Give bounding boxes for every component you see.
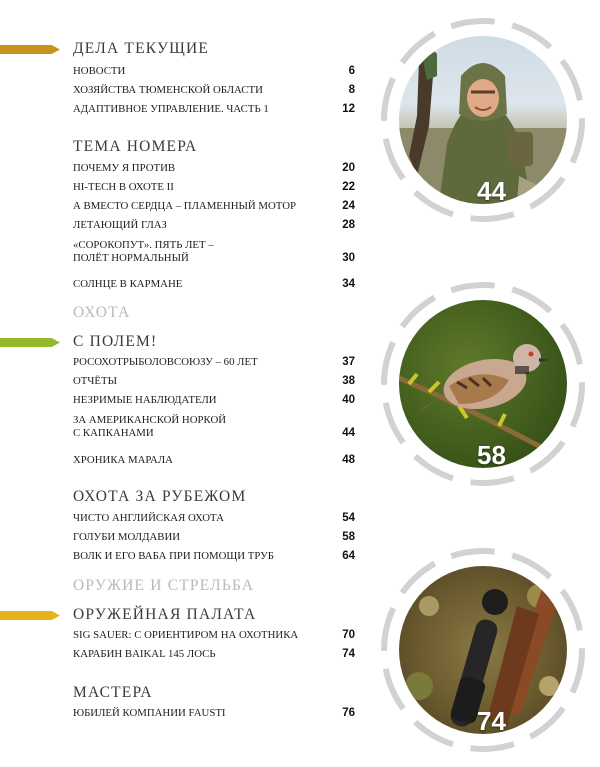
toc-entry[interactable]	[73, 200, 355, 213]
section-arrow-marker	[0, 338, 60, 347]
toc-entry[interactable]	[73, 239, 355, 265]
toc-entry-title: ЛЕТАЮЩИЙ ГЛАЗ	[73, 219, 167, 231]
toc-entry[interactable]	[73, 414, 355, 440]
toc-entry-title: ГОЛУБИ МОЛДАВИИ	[73, 531, 181, 543]
photo-dove[interactable]	[377, 278, 589, 490]
toc-entry-title: АДАПТИВНОЕ УПРАВЛЕНИЕ. ЧАСТЬ 1	[73, 103, 269, 115]
toc-entry-page: 76	[342, 707, 355, 719]
toc-entry[interactable]	[73, 65, 355, 78]
toc-entry-title: ХРОНИКА МАРАЛА	[73, 454, 173, 466]
toc-entry[interactable]	[73, 181, 355, 194]
toc-entry-title: НОВОСТИ	[73, 65, 126, 77]
toc-entry[interactable]	[73, 103, 355, 116]
photo-hunter[interactable]	[377, 14, 589, 226]
toc-entry-page: 28	[342, 219, 355, 231]
toc-entry-title: ПОЧЕМУ Я ПРОТИВ	[73, 162, 176, 174]
toc-entry[interactable]	[73, 550, 355, 563]
toc-entry[interactable]	[73, 629, 355, 642]
toc-entry[interactable]	[73, 84, 355, 97]
section-title: ОХОТА ЗА РУБЕЖОМ	[73, 488, 247, 505]
toc-entry-title: ЧИСТО АНГЛИЙСКАЯ ОХОТА	[73, 512, 224, 524]
toc-entry-page: 22	[342, 181, 355, 193]
toc-entry-page: 6	[348, 65, 355, 77]
toc-entry-title: КАРАБИН BAIKAL 145 ЛОСЬ	[73, 648, 216, 660]
category-title: ОРУЖИЕ И СТРЕЛЬБА	[73, 577, 255, 594]
toc-entry-page: 40	[342, 394, 355, 406]
section-title: МАСТЕРА	[73, 684, 153, 701]
section-title: ОРУЖЕЙНАЯ ПАЛАТА	[73, 606, 257, 623]
section-title: С ПОЛЕМ!	[73, 333, 158, 350]
toc-entry-title: РОСОХОТРЫБОЛОВСОЮЗУ – 60 ЛЕТ	[73, 356, 258, 368]
toc-entry-page: 48	[342, 454, 355, 466]
toc-entry-page: 44	[342, 427, 355, 439]
toc-entry[interactable]	[73, 162, 355, 175]
toc-entry-title: СОЛНЦЕ В КАРМАНЕ	[73, 278, 183, 290]
section-arrow-marker	[0, 45, 60, 54]
toc-entry[interactable]	[73, 512, 355, 525]
toc-entry[interactable]	[73, 394, 355, 407]
photo-image	[399, 36, 567, 204]
toc-entry-page: 74	[342, 648, 355, 660]
toc-entry[interactable]	[73, 375, 355, 388]
toc-entry-title: ОТЧЁТЫ	[73, 375, 118, 387]
photo-page-number: 44	[477, 176, 506, 204]
toc-entry[interactable]	[73, 219, 355, 232]
photo-page-number: 74	[477, 706, 506, 734]
toc-entry[interactable]	[73, 648, 355, 661]
toc-entry-page: 37	[342, 356, 355, 368]
toc-entry-page: 54	[342, 512, 355, 524]
toc-entry-page: 58	[342, 531, 355, 543]
toc-entry-page: 70	[342, 629, 355, 641]
toc-entry-page: 30	[342, 252, 355, 264]
toc-entry-page: 34	[342, 278, 355, 290]
section-title: ТЕМА НОМЕРА	[73, 138, 198, 155]
photo-page-number: 58	[477, 440, 506, 468]
photo-image	[399, 300, 567, 468]
toc-entry-page: 8	[348, 84, 355, 96]
toc-entry[interactable]	[73, 707, 355, 720]
toc-entry[interactable]	[73, 356, 355, 369]
section-title: ДЕЛА ТЕКУЩИЕ	[73, 40, 210, 57]
section-arrow-marker	[0, 611, 60, 620]
toc-entry-title: ВОЛК И ЕГО ВАБА ПРИ ПОМОЩИ ТРУБ	[73, 550, 274, 562]
toc-entry[interactable]	[73, 454, 355, 467]
toc-entry-title-line2: С КАПКАНАМИ	[73, 427, 154, 439]
toc-entry[interactable]	[73, 531, 355, 544]
toc-entry-page: 64	[342, 550, 355, 562]
toc-entry-title: SIG SAUER: С ОРИЕНТИРОМ НА ОХОТНИКА	[73, 629, 299, 641]
toc-entry-title: HI-TECH В ОХОТЕ II	[73, 181, 174, 193]
toc-entry[interactable]	[73, 278, 355, 291]
toc-entry-page: 24	[342, 200, 355, 212]
photo-rifle[interactable]	[377, 544, 589, 756]
toc-entry-title: А ВМЕСТО СЕРДЦА – ПЛАМЕННЫЙ МОТОР	[73, 200, 297, 212]
toc-entry-page: 20	[342, 162, 355, 174]
toc-entry-title: «СОРОКОПУТ». ПЯТЬ ЛЕТ –	[73, 239, 214, 251]
photo-image	[399, 566, 567, 734]
toc-entry-title-line2: ПОЛЁТ НОРМАЛЬНЫЙ	[73, 252, 189, 264]
toc-entry-title: ЗА АМЕРИКАНСКОЙ НОРКОЙ	[73, 414, 227, 426]
toc-entry-page: 12	[342, 103, 355, 115]
toc-entry-title: ЮБИЛЕЙ КОМПАНИИ FAUSTI	[73, 707, 226, 719]
toc-entry-title: НЕЗРИМЫЕ НАБЛЮДАТЕЛИ	[73, 394, 217, 406]
toc-entry-title: ХОЗЯЙСТВА ТЮМЕНСКОЙ ОБЛАСТИ	[73, 84, 263, 96]
category-title: ОХОТА	[73, 304, 131, 321]
toc-entry-page: 38	[342, 375, 355, 387]
